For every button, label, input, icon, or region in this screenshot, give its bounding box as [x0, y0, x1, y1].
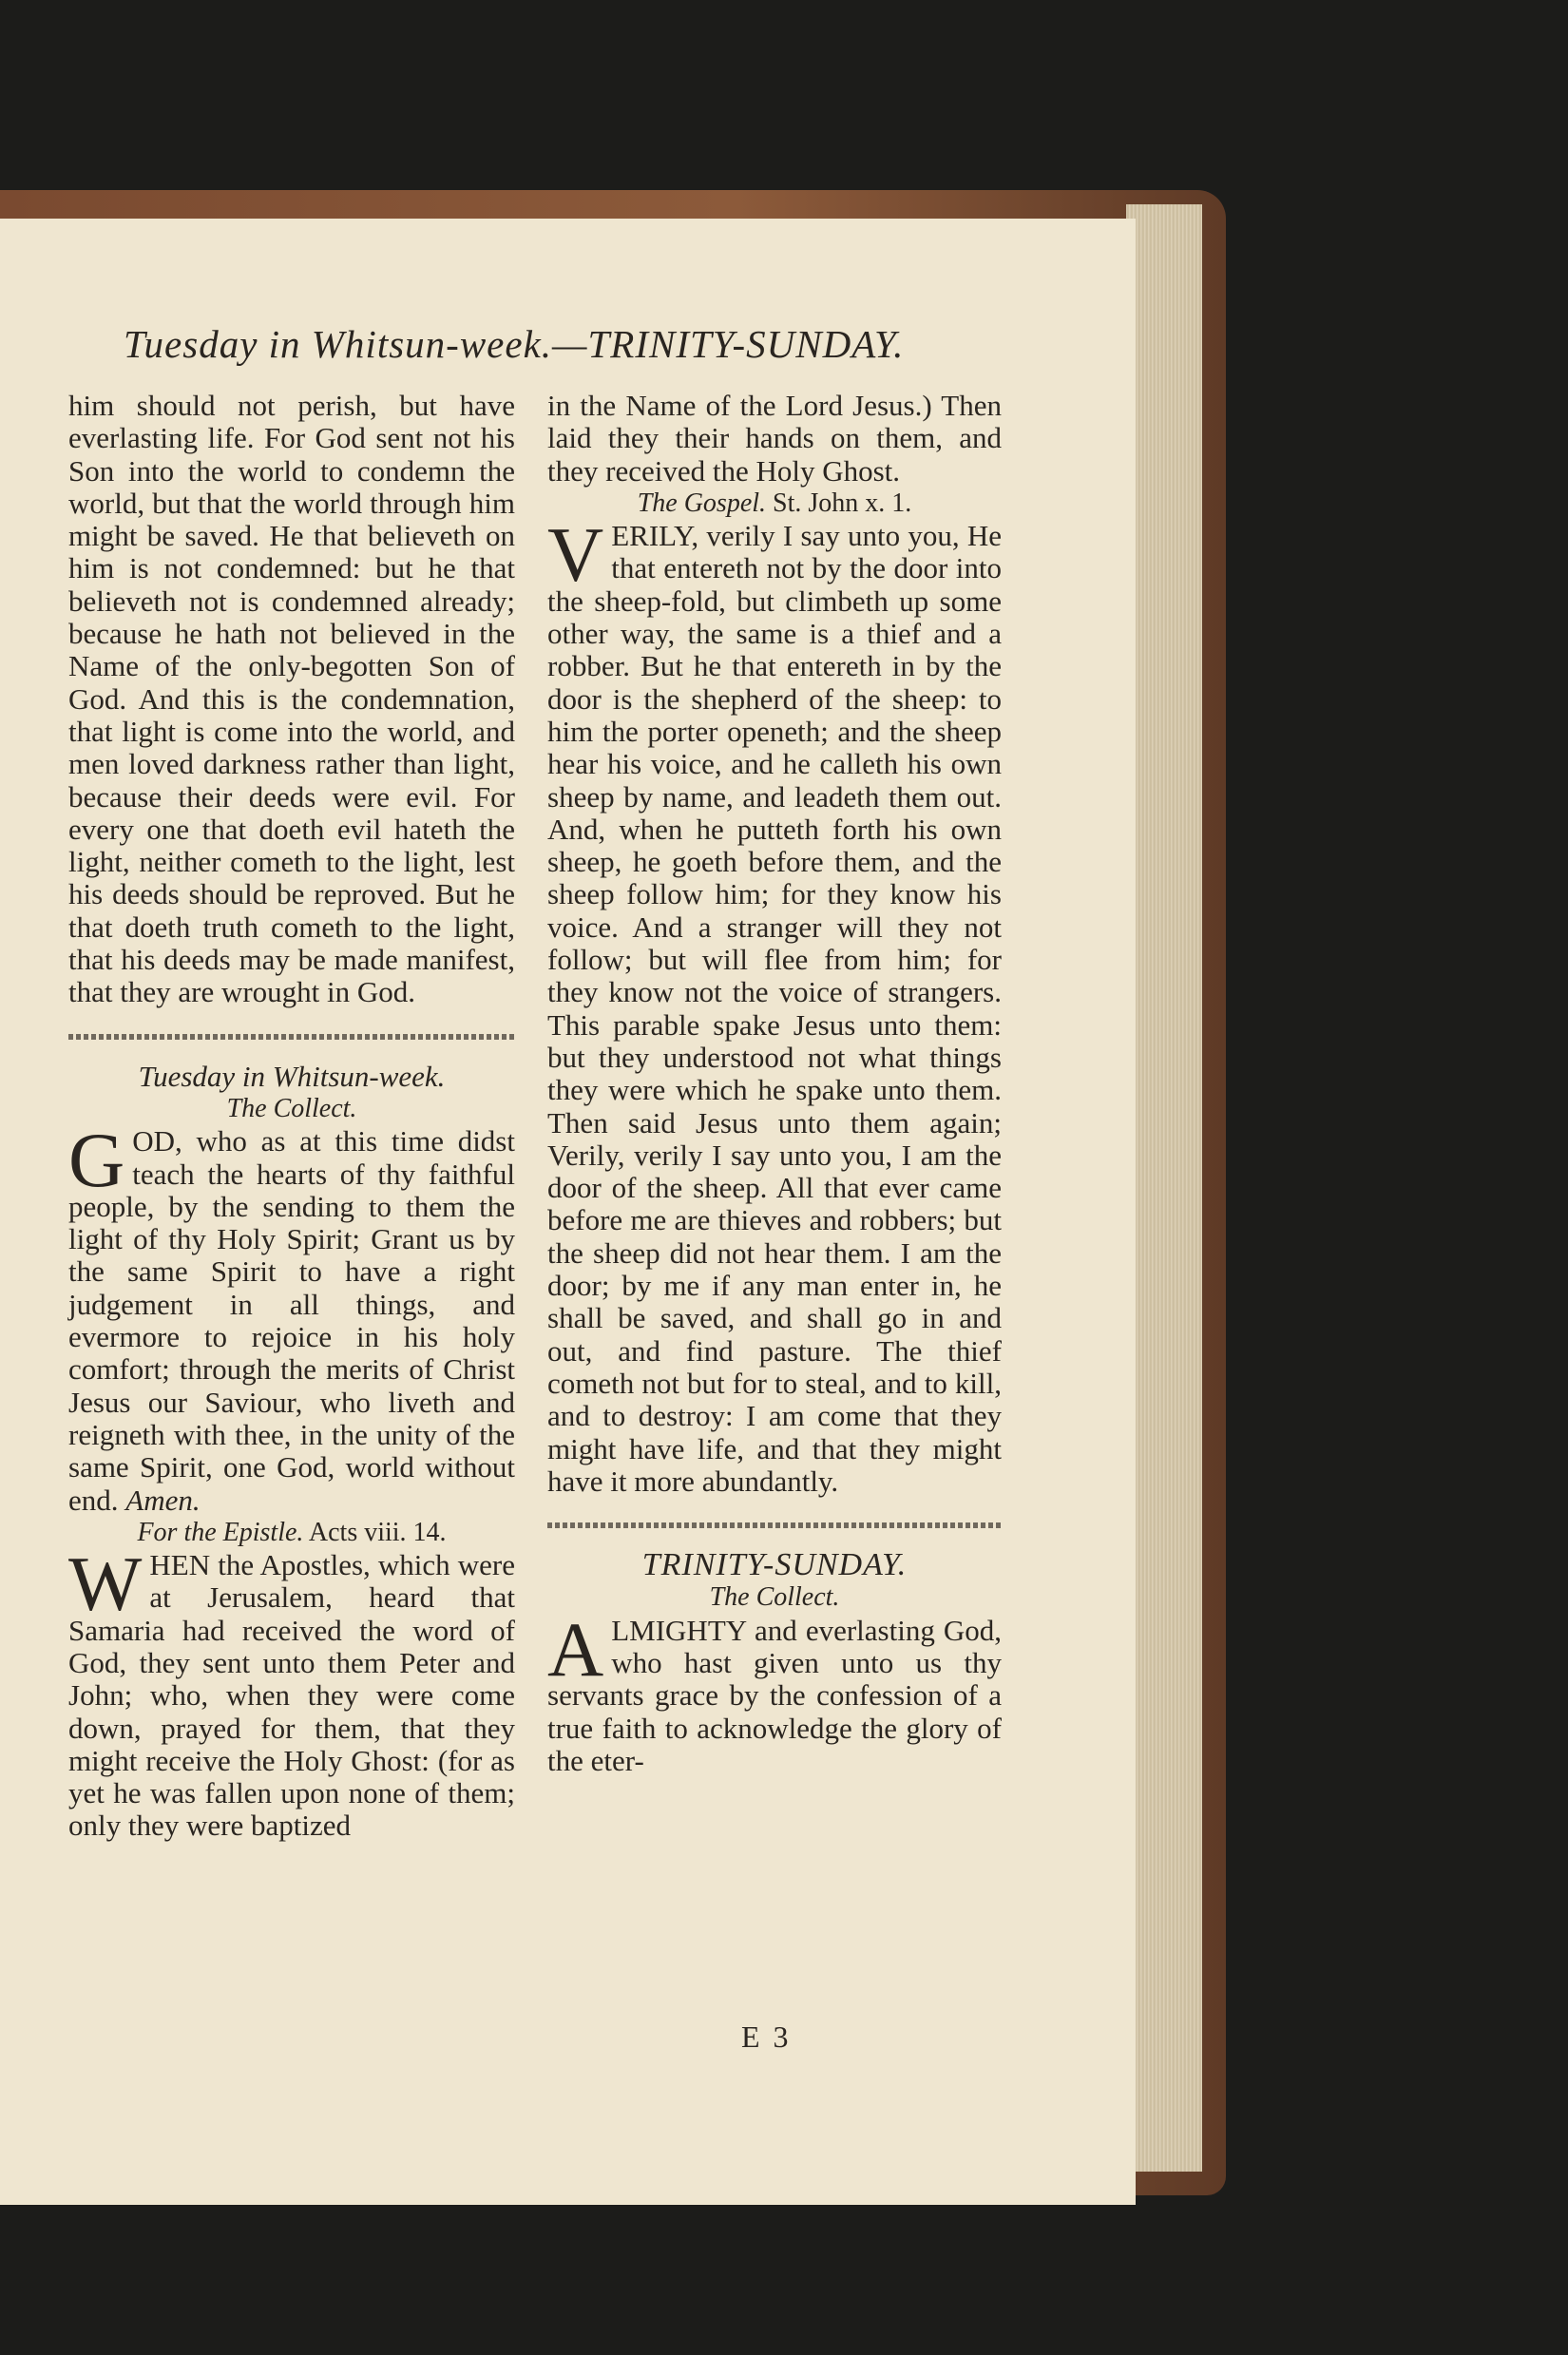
collect-paragraph	[68, 1117, 515, 1517]
drop-cap: A	[547, 1605, 604, 1693]
section-title: TRINITY-SUNDAY.	[641, 1547, 908, 1583]
epistle-text: HEN the Apostles, which were at Jerusalem, heard that Samaria had received the word of God, they sent unto them Peter and John; who, when they were come down, prayed for them, that they might receive the Holy Ghost: (for as yet he was fallen upon none of them; only they were baptized	[68, 1548, 515, 1843]
epistle-paragraph	[68, 1541, 515, 1843]
drop-cap: W	[68, 1541, 143, 1628]
running-head: Tuesday in Whitsun-week.—TRINITY-SUNDAY.	[124, 322, 905, 366]
collect-text: LMIGHTY and everlasting God, who hast given unto us thy servants grace by the confession of a true faith to acknowledge the glory of the eter-	[547, 1613, 1002, 1777]
gospel-paragraph	[547, 511, 1002, 1498]
collect-title: The Collect.	[226, 1093, 357, 1123]
right-column	[547, 390, 1002, 1777]
left-column	[68, 390, 515, 1843]
page-edges	[1126, 204, 1202, 2172]
amen: Amen.	[125, 1483, 201, 1517]
epistle-label: For the Epistle.	[137, 1517, 304, 1547]
left-continuation-text: him should not perish, but have everlasting life. For God sent not his Son into the world to condemn the world, but that the world through him might be saved. He that believeth on him is not condemned: but he that believeth not is condemned already; because he hath not believed in the Name of the only-begotten Son of God. And this is the condemnation, that light is come into the world, and men loved darkness rather than light, because their deeds were evil. For every one that doeth evil hateth the light, neither cometh to the light, lest his deeds should be reproved. But he that doeth truth cometh to the light, that his deeds may be made manifest, that they are wrought in God.	[68, 389, 515, 1009]
gospel-text: ERILY, verily I say unto you, He that entereth not by the door into the sheep-fold, but climbeth up some other way, the same is a thief and a robber. But he that entereth in by the door is the shepherd of the sheep: to him the porter openeth; and the sheep hear his voice, and he calleth his own sheep by name, and leadeth them out. And, when he putteth forth his own sheep, he goeth before them, and the sheep follow him; for they know his voice. And a stranger will they not follow; but will flee from him; for they know not the voice of strangers. This parable spake Jesus unto them: but they understood not what things they were which he spake unto them. Then said Jesus unto them again; Verily, verily I say unto you, I am the door of the sheep. All that ever came before me are thieves and robbers; but the sheep did not hear them. I am the door; by me if any man enter in, he shall be saved, and shall go in and out, and find pasture. The thief cometh not but for to steal, and to kill, and to destroy: I am come that they might have life, and that they might have it more abundantly.	[547, 519, 1002, 1498]
gospel-reference	[547, 488, 1002, 520]
book-page	[0, 219, 1136, 2205]
drop-cap: G	[68, 1117, 125, 1204]
signature-mark: E 3	[741, 2020, 792, 2054]
collect-paragraph	[547, 1605, 1002, 1777]
epistle-ref: Acts viii. 14.	[308, 1517, 447, 1547]
gospel-label: The Gospel.	[637, 488, 767, 518]
section-divider	[547, 1522, 1002, 1528]
section-divider	[68, 1034, 515, 1040]
collect-title: The Collect.	[709, 1582, 840, 1613]
gospel-ref: St. John x. 1.	[773, 488, 912, 518]
collect-text: OD, who as at this time didst teach the hearts of thy faithful people, by the sending to them the light of thy Holy Spirit; Grant us by the same Spirit to have a right judgement in all things, and evermore to rejoice in his holy comfort; through the merits of Christ Jesus our Saviour, who liveth and reigneth with thee, in the unity of the same Spirit, one God, world without end.	[68, 1124, 515, 1517]
right-continuation-text: in the Name of the Lord Jesus.) Then laid they their hands on them, and they received the Holy Ghost.	[547, 389, 1002, 488]
drop-cap: V	[547, 511, 604, 599]
section-title: Tuesday in Whitsun-week.	[138, 1059, 446, 1093]
